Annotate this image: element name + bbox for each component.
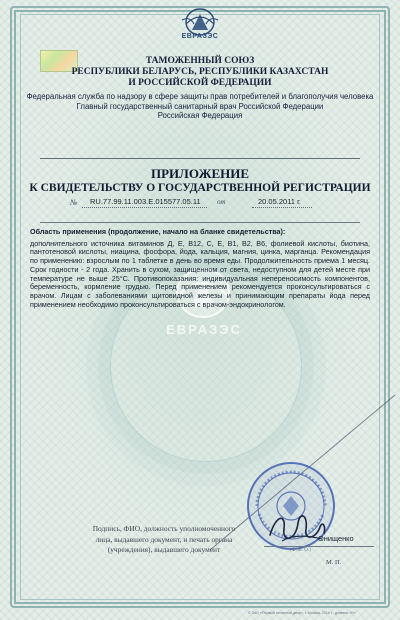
header-divider (40, 158, 360, 160)
signer-underline (264, 546, 374, 547)
number-underline (82, 207, 207, 208)
title-line-1: ПРИЛОЖЕНИЕ (150, 166, 250, 181)
union-line-3: И РОССИЙСКОЙ ФЕДЕРАЦИИ (128, 78, 272, 88)
printer-note: © ЗАО «Первый печатный двор», г. Москва, 2010 г., уровень «Б» (248, 611, 356, 615)
union-line-2: РЕСПУБЛИКИ БЕЛАРУСЬ, РЕСПУБЛИКИ КАЗАХСТАН (71, 67, 329, 77)
issuer-header (20, 56, 380, 121)
handwritten-signature (262, 505, 332, 550)
signature-label-line-2: лица, выдавшего документ, и печать органа (95, 534, 233, 544)
certificate-number-line (62, 196, 362, 210)
scope-of-application (30, 228, 370, 309)
title-line-2: К СВИДЕТЕЛЬСТВУ О ГОСУДАРСТВЕННОЙ РЕГИСТРАЦИИ (29, 182, 371, 194)
signature-label (64, 524, 264, 556)
content-heading: Область применения (продолжение, начало на бланке свидетельства): (30, 227, 286, 236)
signature-label-line-3: (учреждения), выдавшего документ (107, 545, 221, 554)
date-underline (252, 207, 312, 208)
document-title (20, 167, 380, 195)
union-line-1: ТАМОЖЕННЫЙ СОЮЗ (145, 56, 255, 66)
signature-label-line-1: Подпись, ФИО, должность уполномоченного (92, 524, 236, 533)
certificate-number: RU.77.99.11.003.E.015577.05.11 (90, 197, 201, 206)
content-body: дополнительного источника витаминов Д, Е, В12, С, Е, В1, В2, В6, фолиевой кислоты, биотина, пантотеновой кислоты, ниацина, фосфора, йода, кальция, магния, цинка, марганца. Рекомендация по применению: взрослым по 1 таблетке в день во время еды. Продолжительность приема 1 месяц. Срок годности - 2 года. Хранить в сухом, защищенном от света, недоступном для детей месте при температуре не выше 25°С. Противопоказания: индивидуальная непереносимость компонентов, беременность, кормление грудью. Перед применением рекомендуется проконсультироваться с врачом. Лицам с заболеваниями щитовидной железы и принимающим препараты йода перед применением необходимо проконсультироваться с врачом-эндокринологом. (30, 238, 370, 309)
logo-text: ЕВРАЗЭС (181, 33, 219, 40)
stamp-mark: М. П. (326, 559, 342, 566)
agency-line-3: Российская Федерация (157, 111, 243, 120)
signer-name: Онищенко (318, 534, 354, 543)
agency-line-2: Главный государственный санитарный врач Российской Федерации (76, 101, 324, 111)
content-divider (40, 222, 360, 223)
agency-line-1: Федеральная служба по надзору в сфере защиты прав потребителей и благополучия человека (26, 92, 374, 101)
date-mark: от (217, 198, 226, 206)
watermark-text: ЕВРАЗЭС (166, 322, 242, 337)
certificate-date: 20.05.2011 г. (258, 197, 301, 206)
signer-caption: (Ф. И. О.) (290, 548, 311, 553)
number-mark: № (70, 198, 78, 207)
